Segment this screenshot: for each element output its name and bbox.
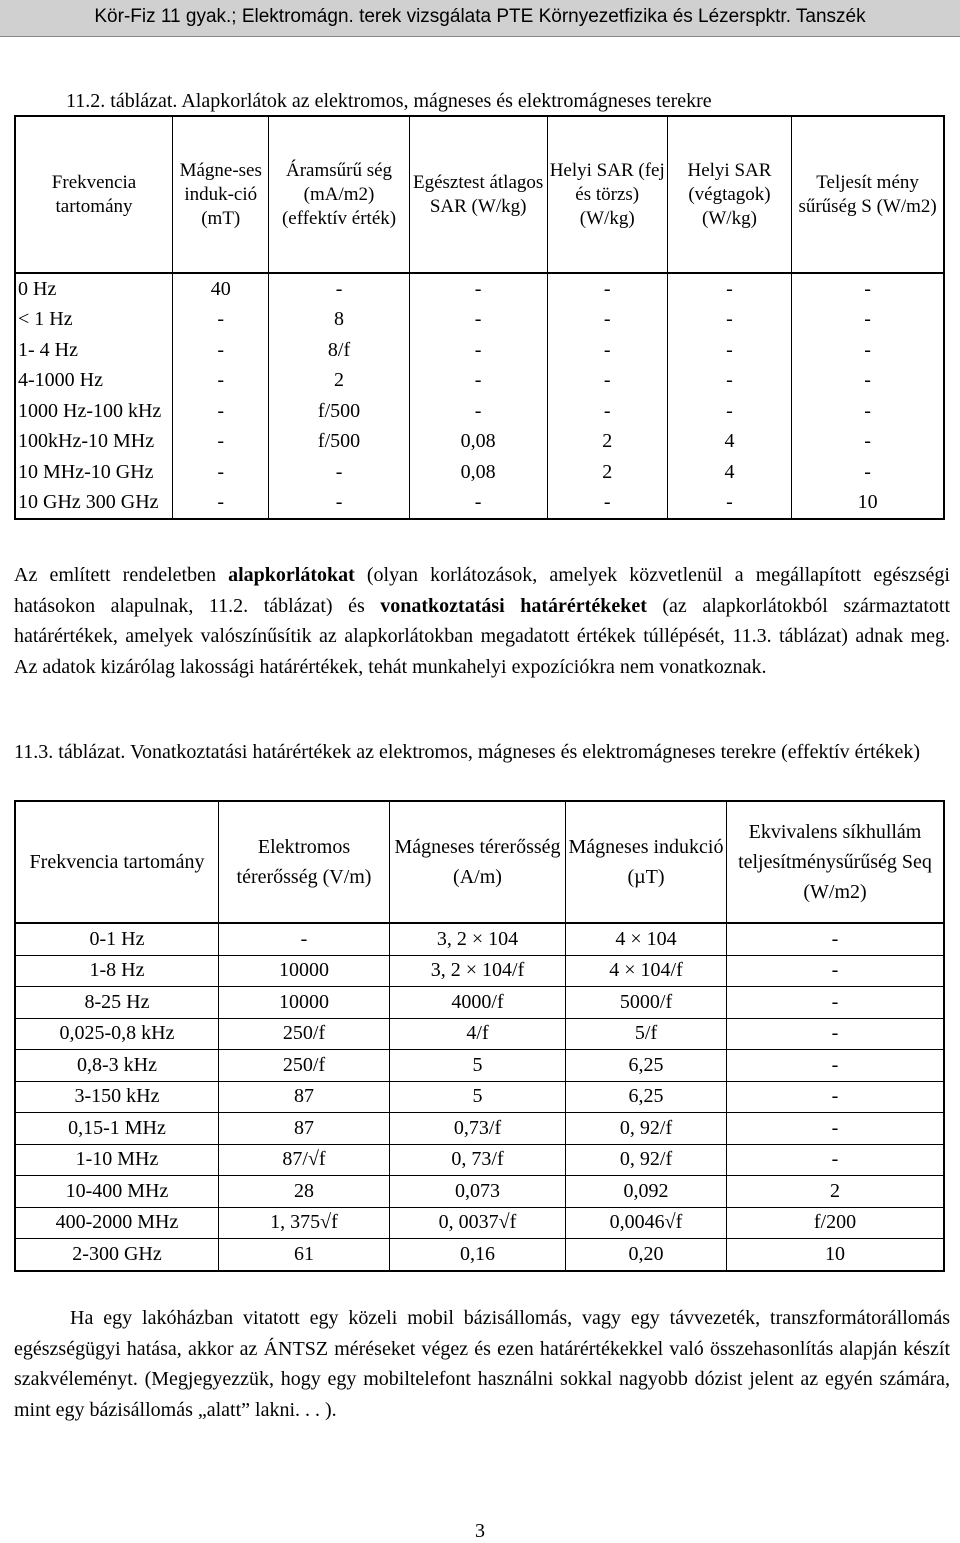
t2-row — [15, 1176, 944, 1208]
t2-cell: - — [727, 1050, 945, 1082]
t2-header-2: Mágneses térerősség (A/m) — [390, 801, 566, 923]
t1-cell: 10 MHz-10 GHz — [15, 457, 173, 488]
t2-cell: 250/f — [219, 1018, 390, 1050]
t2-cell: 1, 375√f — [219, 1207, 390, 1239]
t2-cell: 4 × 104 — [566, 923, 727, 955]
t2-cell: - — [727, 955, 945, 987]
t2-cell: - — [727, 923, 945, 955]
t1-cell: - — [409, 396, 547, 427]
t2-row — [15, 923, 944, 955]
para1-bold-2: vonatkoztatási határértékeket — [380, 594, 647, 617]
t2-row — [15, 955, 944, 987]
t1-cell: - — [547, 488, 667, 520]
t1-cell: - — [667, 366, 791, 397]
t2-cell: - — [727, 1018, 945, 1050]
para2-text: Ha egy lakóházban vitatott egy közeli mobil bázisállomás, vagy egy távvezeték, transzformátorállomás egészségügyi hatása, akkor az ÁNTSZ méréseket végez és ezen határértékekkel való összehasonlítás alapján készít szakvéleményt. (Megjegyezzük, hogy egy mobiltelefont használni sokkal nagyobb dózist jelent az egyén számára, mint egy bázisállomás „alatt” lakni. . . ). — [14, 1307, 950, 1421]
t1-cell: 4 — [667, 427, 791, 458]
t1-cell: 0,08 — [409, 427, 547, 458]
t1-cell: - — [792, 305, 944, 336]
t2-cell: 1-10 MHz — [15, 1144, 219, 1176]
t1-header-1: Mágne-ses induk-ció (mT) — [173, 116, 269, 273]
t1-cell: < 1 Hz — [15, 305, 173, 336]
t2-cell: 0,16 — [390, 1239, 566, 1271]
t1-cell: - — [173, 366, 269, 397]
t1-cell: - — [792, 273, 944, 305]
t2-cell: 87/√f — [219, 1144, 390, 1176]
t2-cell: - — [727, 1113, 945, 1145]
t2-cell: 61 — [219, 1239, 390, 1271]
t2-cell: 250/f — [219, 1050, 390, 1082]
t1-cell: - — [269, 273, 409, 305]
t2-cell: 8-25 Hz — [15, 987, 219, 1019]
t2-cell: 0,20 — [566, 1239, 727, 1271]
table1-header-row — [15, 116, 944, 273]
t1-cell: - — [792, 396, 944, 427]
t1-cell: 40 — [173, 273, 269, 305]
t1-cell: - — [547, 396, 667, 427]
t2-header-3: Mágneses indukció (µT) — [566, 801, 727, 923]
t2-cell: 0,15-1 MHz — [15, 1113, 219, 1145]
t1-cell: - — [409, 366, 547, 397]
t2-cell: 10-400 MHz — [15, 1176, 219, 1208]
t2-cell: 87 — [219, 1113, 390, 1145]
t2-header-1: Elektromos térerősség (V/m) — [219, 801, 390, 923]
t1-row — [15, 488, 944, 520]
t2-cell: 4000/f — [390, 987, 566, 1019]
t1-header-0: Frekvencia tartomány — [15, 116, 173, 273]
table1-caption: 11.2. táblázat. Alapkorlátok az elektromos, mágneses és elektromágneses terekre — [66, 90, 712, 112]
t1-cell: - — [547, 305, 667, 336]
t1-cell: 2 — [547, 427, 667, 458]
t1-cell: - — [667, 396, 791, 427]
t2-cell: 28 — [219, 1176, 390, 1208]
t2-cell: 0,8-3 kHz — [15, 1050, 219, 1082]
t1-cell: 4-1000 Hz — [15, 366, 173, 397]
t1-header-2: Áramsűrű ség (mA/m2) (effektív érték) — [269, 116, 409, 273]
t1-row — [15, 335, 944, 366]
t1-row — [15, 305, 944, 336]
para1-text-2: (olyan korlátozások, amelyek közvetlenül a megállapított egészségi hatásokon alapulnak, 11.2. táblázat) és — [14, 564, 950, 617]
page-header: Kör-Fiz 11 gyak.; Elektromágn. terek vizsgálata PTE Környezetfizika és Lézerspktr. Tanszék — [0, 0, 960, 37]
t1-cell: 2 — [547, 457, 667, 488]
t1-cell: - — [269, 488, 409, 520]
reference-levels-table — [14, 800, 945, 1272]
t2-row — [15, 1018, 944, 1050]
t2-row — [15, 1081, 944, 1113]
t2-cell: 0, 92/f — [566, 1113, 727, 1145]
t1-cell: - — [792, 427, 944, 458]
t2-row — [15, 1144, 944, 1176]
t1-cell: - — [547, 273, 667, 305]
t2-cell: 3, 2 × 104 — [390, 923, 566, 955]
t1-cell: - — [173, 457, 269, 488]
t2-cell: 0, 73/f — [390, 1144, 566, 1176]
t1-cell: - — [547, 366, 667, 397]
t1-cell: - — [667, 488, 791, 520]
t1-cell: f/500 — [269, 396, 409, 427]
t1-cell: - — [173, 335, 269, 366]
t1-cell: 10 GHz 300 GHz — [15, 488, 173, 520]
t2-cell: 0, 92/f — [566, 1144, 727, 1176]
t2-row — [15, 1050, 944, 1082]
t1-header-4: Helyi SAR (fej és törzs) (W/kg) — [547, 116, 667, 273]
table2-header-row — [15, 801, 944, 923]
t2-row — [15, 1113, 944, 1145]
basic-restrictions-table — [14, 115, 945, 520]
t2-cell: 2 — [727, 1176, 945, 1208]
t1-row — [15, 273, 944, 305]
t1-cell: - — [173, 305, 269, 336]
t1-cell: f/500 — [269, 427, 409, 458]
t1-cell: - — [667, 335, 791, 366]
paragraph-restrictions — [14, 560, 950, 682]
t2-cell: - — [727, 1144, 945, 1176]
t1-cell: 0 Hz — [15, 273, 173, 305]
t1-header-6: Teljesít mény sűrűség S (W/m2) — [792, 116, 944, 273]
t1-cell: - — [792, 335, 944, 366]
t1-cell: 8 — [269, 305, 409, 336]
t1-cell: 0,08 — [409, 457, 547, 488]
t2-cell: 3, 2 × 104/f — [390, 955, 566, 987]
t2-cell: 0-1 Hz — [15, 923, 219, 955]
t1-row — [15, 366, 944, 397]
t2-cell: 5/f — [566, 1018, 727, 1050]
t1-cell: 4 — [667, 457, 791, 488]
paragraph-note — [14, 1303, 950, 1425]
t1-cell: 8/f — [269, 335, 409, 366]
t2-cell: 0, 0037√f — [390, 1207, 566, 1239]
t1-cell: - — [547, 335, 667, 366]
t1-row — [15, 427, 944, 458]
t1-cell: - — [667, 305, 791, 336]
t2-cell: - — [727, 1081, 945, 1113]
t1-cell: 10 — [792, 488, 944, 520]
t1-cell: - — [667, 273, 791, 305]
t1-cell: - — [269, 457, 409, 488]
t2-cell: 2-300 GHz — [15, 1239, 219, 1271]
t2-header-0: Frekvencia tartomány — [15, 801, 219, 923]
t2-cell: 0,0046√f — [566, 1207, 727, 1239]
t1-cell: - — [409, 488, 547, 520]
t2-cell: - — [727, 987, 945, 1019]
t2-cell: 10 — [727, 1239, 945, 1271]
t1-row — [15, 457, 944, 488]
t1-cell: - — [409, 273, 547, 305]
t2-cell: 1-8 Hz — [15, 955, 219, 987]
t2-cell: 5000/f — [566, 987, 727, 1019]
page-number: 3 — [475, 1520, 485, 1542]
t1-cell: - — [173, 396, 269, 427]
t2-cell: f/200 — [727, 1207, 945, 1239]
t2-cell: 3-150 kHz — [15, 1081, 219, 1113]
table2-caption: 11.3. táblázat. Vonatkoztatási határértékek az elektromos, mágneses és elektromágneses terekre (effektív értékek) — [14, 741, 921, 763]
t1-row — [15, 396, 944, 427]
t1-cell: 2 — [269, 366, 409, 397]
t1-cell: 1- 4 Hz — [15, 335, 173, 366]
t2-cell: 4 × 104/f — [566, 955, 727, 987]
t2-cell: 6,25 — [566, 1050, 727, 1082]
t1-cell: - — [409, 335, 547, 366]
t2-cell: 5 — [390, 1081, 566, 1113]
t1-cell: - — [792, 457, 944, 488]
t1-cell: - — [173, 488, 269, 520]
t1-cell: 1000 Hz-100 kHz — [15, 396, 173, 427]
t2-header-4: Ekvivalens síkhullám teljesítménysűrűség Seq (W/m2) — [727, 801, 945, 923]
t1-cell: - — [409, 305, 547, 336]
t1-header-5: Helyi SAR (végtagok) (W/kg) — [667, 116, 791, 273]
para1-text-1: Az említett rendeletben — [14, 564, 229, 586]
t2-row — [15, 987, 944, 1019]
t1-cell: 100kHz-10 MHz — [15, 427, 173, 458]
t2-cell: 10000 — [219, 987, 390, 1019]
t2-row — [15, 1207, 944, 1239]
t2-cell: 0,73/f — [390, 1113, 566, 1145]
t2-cell: 6,25 — [566, 1081, 727, 1113]
t2-cell: 87 — [219, 1081, 390, 1113]
t1-cell: - — [792, 366, 944, 397]
para1-bold-1: alapkorlátokat — [228, 564, 355, 586]
t1-cell: - — [173, 427, 269, 458]
t2-cell: 5 — [390, 1050, 566, 1082]
para1-text-3: (az alapkorlátokból származtatott határértékek, amelyek valószínűsítik az alapkorlátokban megadatott értékek túllépését, 11.3. táblázat) adnak meg. Az adatok kizárólag lakossági határértékek, tehát munkahelyi expozíciókra nem vonatkoznak. — [14, 594, 951, 678]
t2-cell: 0,025-0,8 kHz — [15, 1018, 219, 1050]
t2-cell: 4/f — [390, 1018, 566, 1050]
t2-cell: 0,073 — [390, 1176, 566, 1208]
t2-cell: 10000 — [219, 955, 390, 987]
t1-header-3: Egésztest átlagos SAR (W/kg) — [409, 116, 547, 273]
t2-cell: - — [219, 923, 390, 955]
t2-cell: 400-2000 MHz — [15, 1207, 219, 1239]
t2-cell: 0,092 — [566, 1176, 727, 1208]
t2-row — [15, 1239, 944, 1271]
